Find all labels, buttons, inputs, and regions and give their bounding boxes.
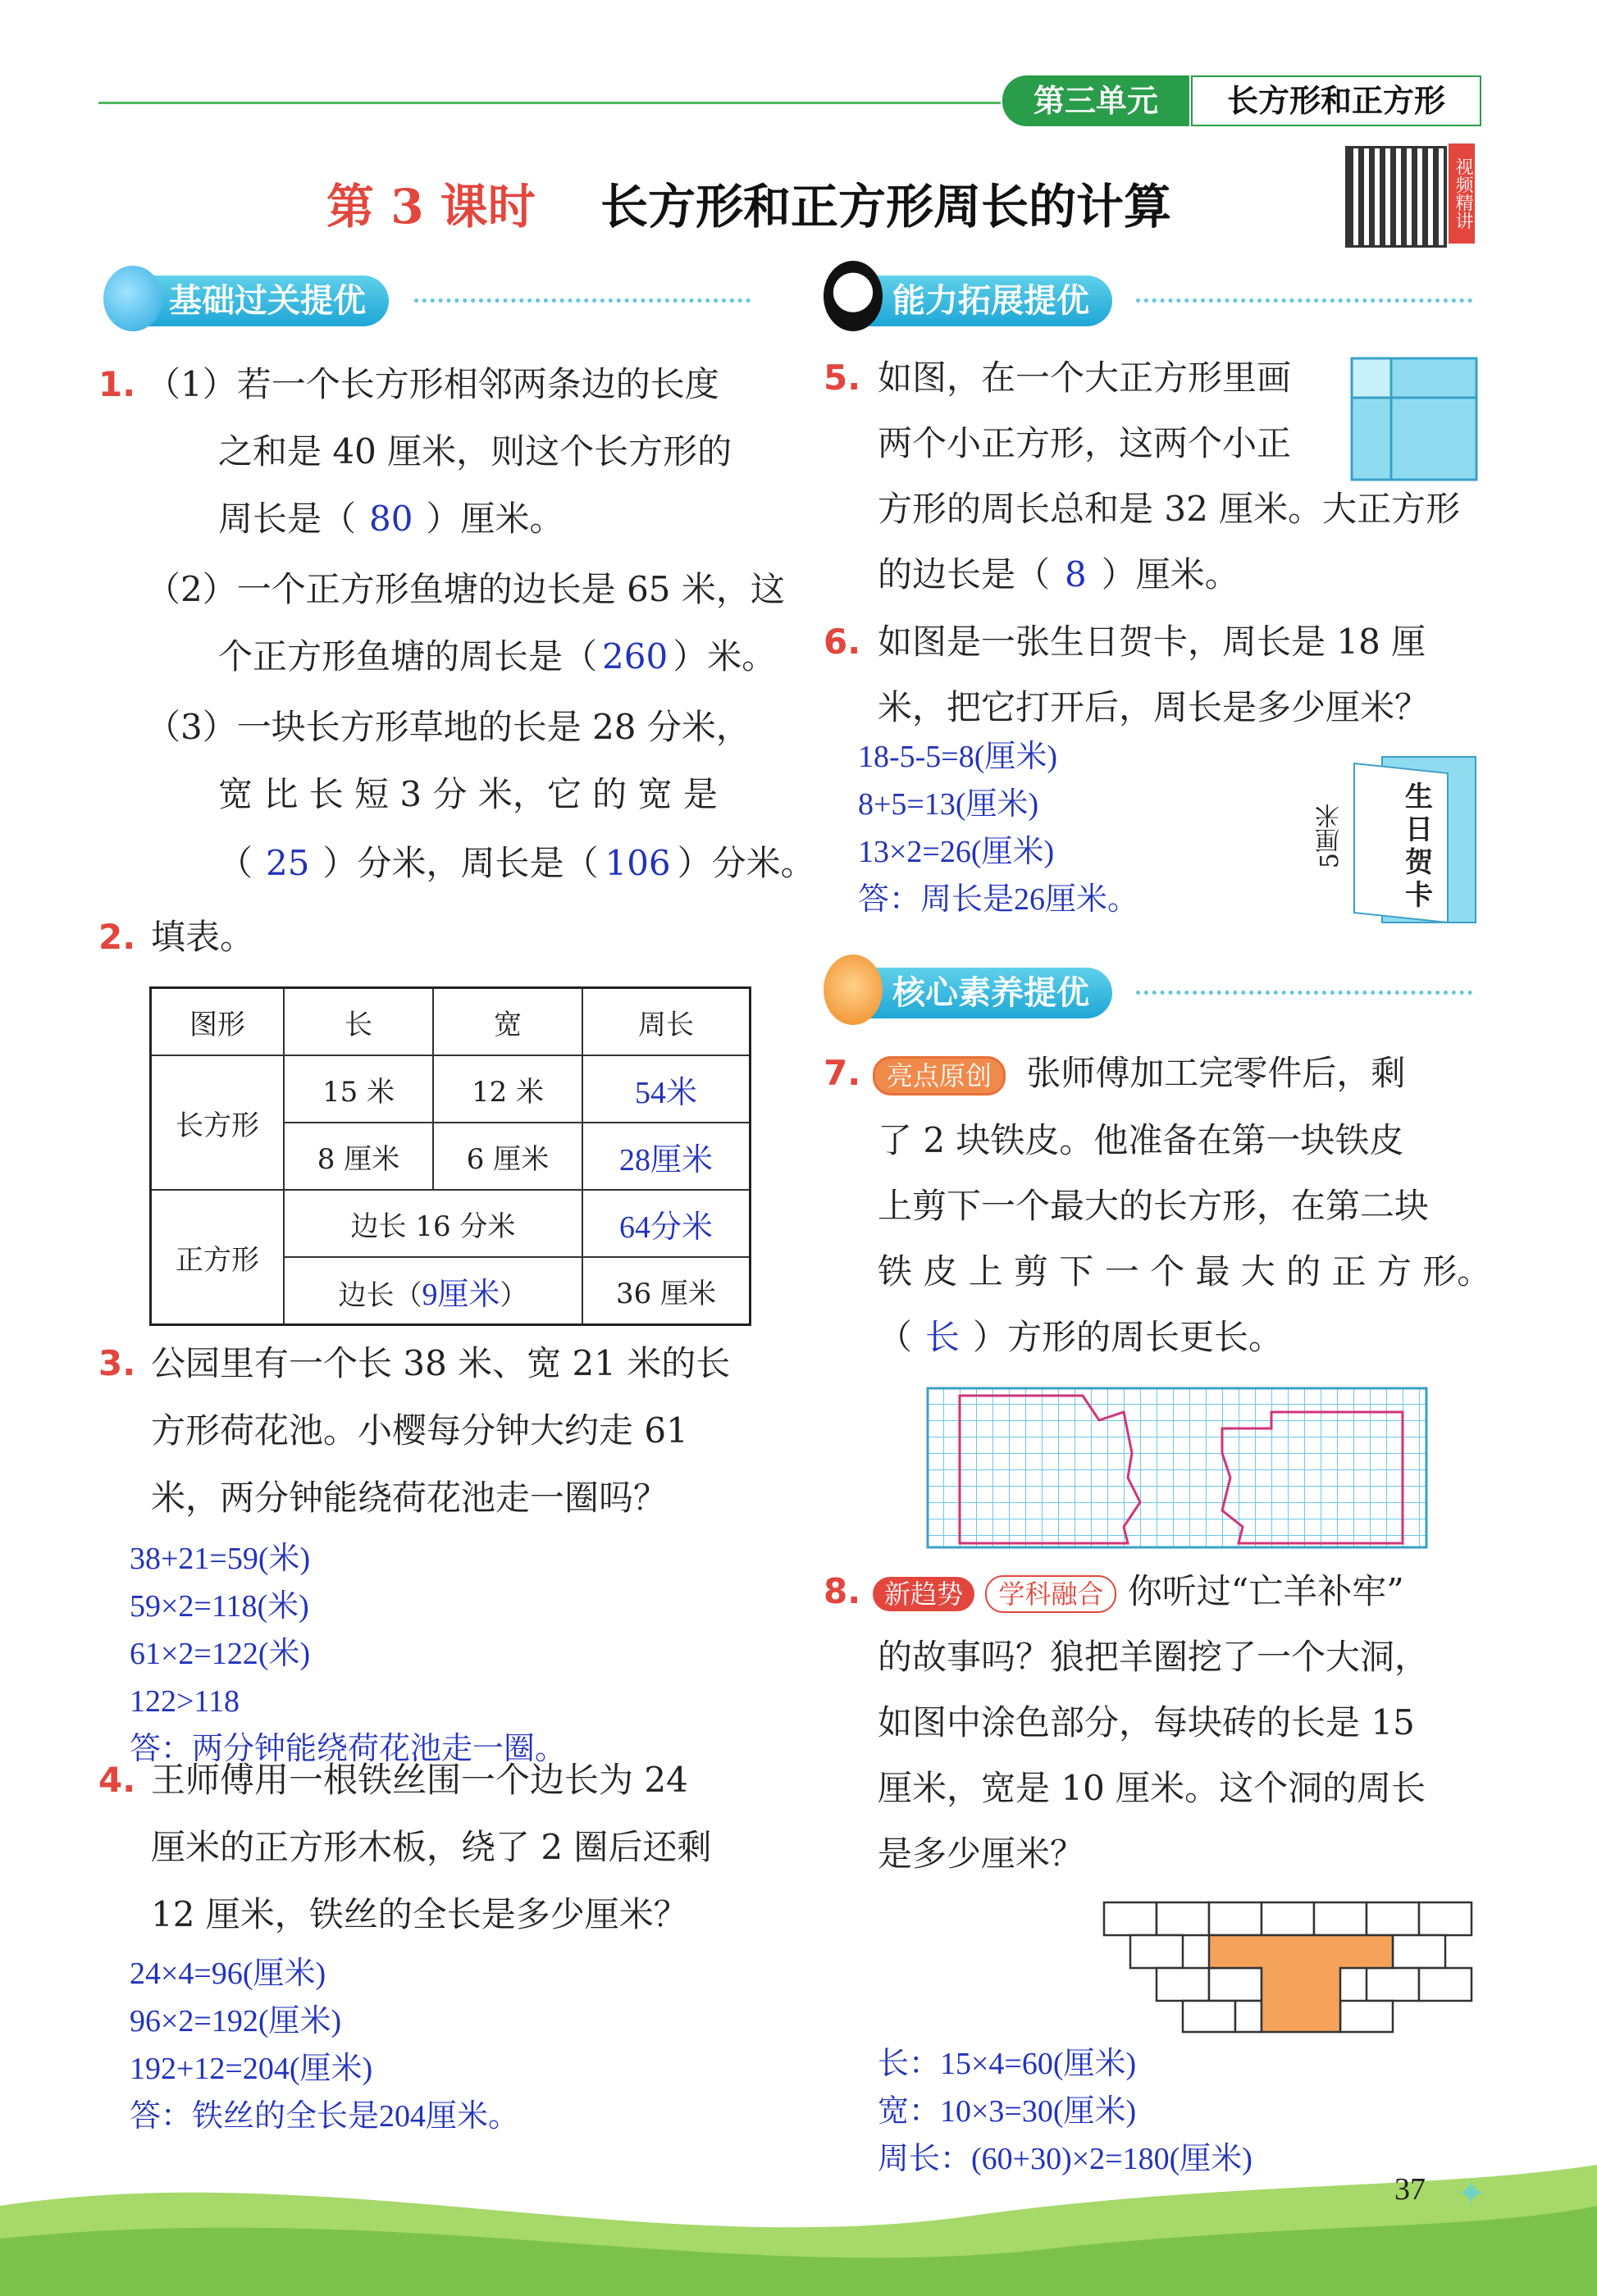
q8-line1-text: 你听过“亡羊补牢” <box>1127 1571 1404 1611</box>
birthday-card-figure <box>1353 756 1475 922</box>
mascot-bird-icon <box>103 266 162 331</box>
table-header-perimeter: 周长 <box>582 988 751 1056</box>
section-core-label: 核心素养提优 <box>892 974 1089 1012</box>
q7-number: 7. <box>824 1053 861 1093</box>
q3-answer-2: 59×2=118(米) <box>130 1589 309 1624</box>
section-core-dots <box>1136 991 1472 995</box>
table-side-close: ） <box>500 1278 528 1312</box>
footer-wave <box>0 2148 1597 2296</box>
q1-p1-line2: 之和是 40 厘米，则这个长方形的 <box>218 431 732 472</box>
table-cell: 8 厘米 <box>284 1123 433 1190</box>
card-dimension: 5厘米 <box>1316 804 1344 869</box>
table-cell: 36 厘米 <box>582 1257 751 1325</box>
q5-line3: 方形的周长总和是 32 厘米。大正方形 <box>878 489 1461 529</box>
table-cell: 6 厘米 <box>433 1123 582 1190</box>
table-cell: 12 米 <box>433 1055 582 1123</box>
q5-text: 的边长是（ <box>878 554 1051 594</box>
q3-line2: 方形荷花池。小樱每分钟大约走 61 <box>151 1410 688 1451</box>
q7-tag: 亮点原创 <box>873 1056 1006 1096</box>
table-square-label: 正方形 <box>151 1190 285 1325</box>
page-number: 37 <box>1394 2172 1426 2207</box>
q4-line1: 王师傅用一根铁丝围一个边长为 24 <box>151 1760 688 1800</box>
card-char: 生 <box>1405 781 1433 813</box>
q1-p3-line2: 宽 比 长 短 3 分 米，它 的 宽 是 <box>218 774 718 814</box>
q6-answer-1: 18-5-5=8(厘米) <box>858 740 1058 774</box>
q7-line4: 铁 皮 上 剪 下 一 个 最 大 的 正 方 形。 <box>878 1251 1492 1292</box>
q1-p2-text: 个正方形鱼塘的周长是（ <box>218 636 598 676</box>
q4-answer-4: 答：铁丝的全长是204厘米。 <box>130 2099 520 2134</box>
q1-p3-paren: （ <box>218 843 253 883</box>
star-icon: ✦ <box>1457 2173 1486 2213</box>
q1-p2-line1: （2）一个正方形鱼塘的边长是 65 米，这 <box>146 569 785 609</box>
q3-answer-5: 答：两分钟能绕荷花池走一圈。 <box>130 1732 567 1766</box>
q4-line3: 12 厘米，铁丝的全长是多少厘米？ <box>151 1894 688 1934</box>
table-side-label: 边长（ <box>338 1278 422 1312</box>
section-ability-dots <box>1136 298 1472 303</box>
mascot-panda-icon <box>824 261 883 331</box>
perimeter-table <box>149 986 751 1326</box>
q1-p2-answer: 260 <box>602 636 668 676</box>
q8-line4: 厘米，宽是 10 厘米。这个洞的周长 <box>878 1768 1426 1808</box>
q8-answer-1: 长：15×4=60(厘米) <box>878 2047 1137 2081</box>
q5-answer: 8 <box>1065 554 1087 594</box>
q8-tag-subject: 学科融合 <box>985 1575 1116 1613</box>
q1-p2-line2 <box>218 623 776 690</box>
section-ability-label: 能力拓展提优 <box>892 282 1089 320</box>
table-row <box>151 1190 751 1257</box>
q5-line4 <box>878 541 1239 608</box>
q7-line5 <box>878 1304 1283 1371</box>
card-text <box>1401 781 1437 912</box>
q6-answer-4: 答：周长是26厘米。 <box>858 882 1139 917</box>
q5-line1: 如图，在一个大正方形里画 <box>878 358 1292 398</box>
card-char: 日 <box>1405 813 1433 846</box>
q7-paren: （ <box>878 1317 913 1357</box>
q3-line1: 公园里有一个长 38 米、宽 21 米的长 <box>151 1343 731 1383</box>
table-header-length: 长 <box>284 988 433 1056</box>
q4-number: 4. <box>98 1760 136 1800</box>
table-answer: 54米 <box>582 1055 751 1123</box>
table-header-width: 宽 <box>433 988 582 1056</box>
q8-tag-trend: 新趋势 <box>873 1577 974 1611</box>
q1-p1-text: 周长是（ <box>218 499 357 539</box>
section-basic-dots <box>414 298 751 303</box>
header-rule <box>98 102 1001 104</box>
table-header-row <box>151 988 751 1056</box>
q4-answer-3: 192+12=204(厘米) <box>130 2052 373 2086</box>
q6-answer-3: 13×2=26(厘米) <box>858 835 1055 869</box>
table-answer: 9厘米 <box>422 1277 500 1312</box>
q5-line2: 两个小正方形，这两个小正 <box>878 423 1292 463</box>
q2-text: 填表。 <box>151 917 255 957</box>
brick-wall-figure <box>1102 1901 1480 2034</box>
q6-number: 6. <box>824 622 861 662</box>
q8-answer-2: 宽：10×3=30(厘米) <box>878 2094 1137 2129</box>
q1-p3-line1: （3）一块长方形草地的长是 28 分米， <box>146 707 751 747</box>
table-row <box>151 1055 751 1123</box>
q7-answer: 长 <box>925 1317 960 1357</box>
table-header-shape: 图形 <box>151 988 285 1056</box>
q3-answer-4: 122>118 <box>130 1684 240 1719</box>
unit-title: 长方形和正方形 <box>1191 75 1481 126</box>
q7-line1-text: 张师傅加工完零件后，剩 <box>1026 1053 1406 1093</box>
q7-unit: ）方形的周长更长。 <box>973 1317 1284 1357</box>
q8-answer-3: 周长：(60+30)×2=180(厘米) <box>878 2142 1253 2176</box>
lesson-number: 第 3 课时 <box>326 179 536 235</box>
mascot-tiger-icon <box>824 954 883 1025</box>
q8-line5: 是多少厘米？ <box>878 1834 1085 1874</box>
q7-line1 <box>873 1040 1405 1107</box>
q8-line1 <box>873 1558 1404 1625</box>
q5-number: 5. <box>824 358 861 398</box>
sheet-metal-grid-figure <box>927 1387 1427 1548</box>
q1-p1-unit: ）厘米。 <box>426 499 564 539</box>
unit-badge: 第三单元 <box>1002 75 1189 126</box>
q8-line2: 的故事吗？狼把羊圈挖了一个大洞， <box>878 1637 1430 1677</box>
q8-line3: 如图中涂色部分，每块砖的长是 15 <box>878 1702 1415 1742</box>
qr-label: 视频精讲 <box>1449 144 1475 244</box>
table-answer: 28厘米 <box>582 1123 751 1190</box>
table-cell: 边长 16 分米 <box>284 1190 582 1257</box>
q8-number: 8. <box>824 1571 861 1611</box>
card-char: 卡 <box>1405 879 1433 912</box>
qr-code[interactable] <box>1345 146 1447 248</box>
section-basic-label: 基础过关提优 <box>169 282 366 320</box>
card-char: 贺 <box>1405 846 1433 879</box>
table-answer: 64分米 <box>582 1190 751 1257</box>
q1-p3-mid: ）分米，周长是（ <box>322 843 599 883</box>
q7-line2: 了 2 块铁皮。他准备在第一块铁皮 <box>878 1120 1404 1160</box>
q1-number: 1. <box>98 364 136 404</box>
q3-answer-3: 61×2=122(米) <box>130 1637 311 1671</box>
q5-square-figure <box>1350 357 1478 481</box>
table-cell <box>284 1257 582 1325</box>
q1-p1-answer: 80 <box>369 499 413 539</box>
q5-unit: ）厘米。 <box>1101 554 1239 594</box>
q6-line2: 米，把它打开后，周长是多少厘米？ <box>878 687 1430 727</box>
q4-answer-1: 24×4=96(厘米) <box>130 1957 326 1991</box>
q6-line1: 如图是一张生日贺卡，周长是 18 厘 <box>878 622 1426 662</box>
lesson-title: 长方形和正方形周长的计算 <box>600 179 1172 235</box>
q1-p1-line3 <box>218 485 564 553</box>
q3-line3: 米，两分钟能绕荷花池走一圈吗？ <box>151 1478 668 1518</box>
q3-number: 3. <box>98 1343 136 1383</box>
q2-number: 2. <box>98 917 136 957</box>
table-cell: 15 米 <box>284 1055 433 1123</box>
q3-answer-1: 38+21=59(米) <box>130 1542 311 1576</box>
q1-p3-answer-perimeter: 106 <box>605 843 671 883</box>
q4-line2: 厘米的正方形木板，绕了 2 圈后还剩 <box>151 1827 712 1867</box>
table-rect-label: 长方形 <box>151 1055 285 1190</box>
q7-line3: 上剪下一个最大的长方形，在第二块 <box>878 1186 1430 1226</box>
q6-answer-2: 8+5=13(厘米) <box>858 787 1039 822</box>
q1-p3-answer-width: 25 <box>266 843 310 883</box>
q1-p3-unit: ）分米。 <box>677 843 815 883</box>
q1-p2-unit: ）米。 <box>673 636 777 676</box>
q1-p3-line3 <box>218 830 815 897</box>
q1-p1-line1: （1）若一个长方形相邻两条边的长度 <box>146 364 719 404</box>
q4-answer-2: 96×2=192(厘米) <box>130 2004 342 2039</box>
